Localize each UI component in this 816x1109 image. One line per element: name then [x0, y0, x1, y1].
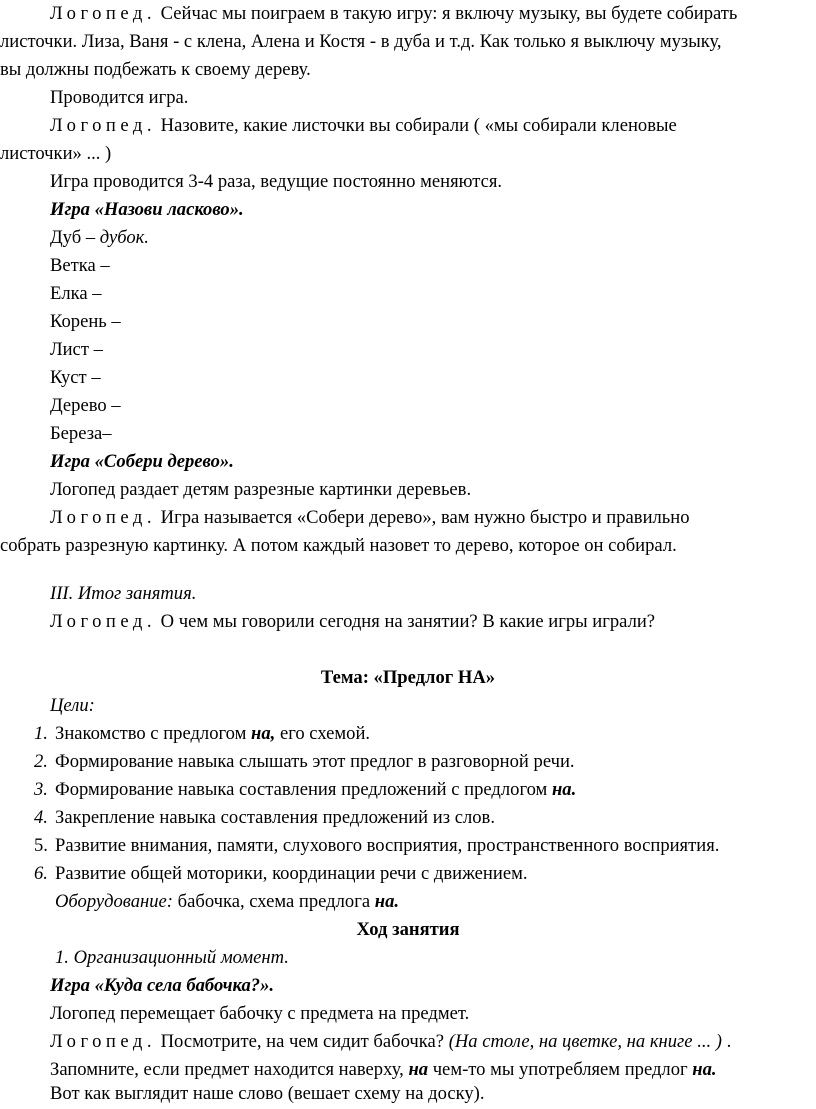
speaker-label: Логопед.: [50, 507, 156, 528]
paragraph-line: [50, 608, 655, 636]
list-item: Закрепление навыка составления предложений из слов.: [55, 807, 495, 828]
text: бабочка, схема предлога: [173, 891, 375, 912]
paragraph-line: вы должны подбежать к своему дереву.: [0, 59, 311, 80]
list-number: 3.: [34, 779, 48, 800]
paragraph-line: Игра проводится 3-4 раза, ведущие постоянно меняются.: [50, 171, 503, 192]
equipment-label: Оборудование:: [55, 891, 173, 912]
word-item: [50, 224, 149, 252]
text: его схемой.: [275, 723, 371, 744]
text: Посмотрите, на чем сидит бабочка?: [155, 1031, 449, 1052]
goals-label: Цели:: [50, 695, 95, 716]
list-number: 1.: [34, 723, 48, 744]
text: Знакомство с предлогом: [55, 723, 252, 744]
list-number: 5.: [34, 835, 48, 856]
game-title: Игра «Назови ласково».: [50, 199, 244, 220]
text: .: [721, 1031, 732, 1052]
game-title: Игра «Куда села бабочка?».: [50, 975, 275, 996]
section-heading: III. Итог занятия.: [50, 583, 197, 604]
speaker-label: Логопед.: [50, 3, 156, 24]
speaker-label: Логопед.: [50, 115, 156, 136]
word-item: Береза–: [50, 423, 112, 444]
text: Запомните, если предмет находится наверху,: [50, 1059, 409, 1080]
text: чем-то мы употребляем предлог: [428, 1059, 693, 1080]
text: Формирование навыка составления предложений с предлогом: [55, 779, 552, 800]
paragraph-line: листочки» ... ): [0, 143, 112, 164]
paragraph-line: Проводится игра.: [50, 87, 189, 108]
game-title: Игра «Собери дерево».: [50, 451, 234, 472]
paragraph-line: Логопед раздает детям разрезные картинки деревьев.: [50, 479, 472, 500]
word-item: Дерево –: [50, 395, 121, 416]
preposition: на.: [692, 1059, 717, 1080]
preposition: на,: [251, 723, 276, 744]
list-item: Формирование навыка слышать этот предлог в разговорной речи.: [55, 751, 575, 772]
paragraph-line: [50, 1028, 731, 1056]
list-number: 2.: [34, 751, 48, 772]
preposition: на.: [374, 891, 400, 912]
paragraph-line: [50, 112, 677, 140]
paragraph-line: Вот как выглядит наше слово (вешает схему на доску).: [50, 1083, 485, 1104]
course-title: Ход занятия: [356, 919, 460, 940]
word-item: Елка –: [50, 283, 102, 304]
preposition: на: [408, 1059, 429, 1080]
paragraph-line: [50, 0, 737, 28]
list-number: 4.: [34, 807, 48, 828]
answer: дубок.: [99, 227, 149, 248]
paragraph-line: [50, 504, 690, 532]
word-item: Лист –: [50, 339, 103, 360]
preposition: на.: [551, 779, 577, 800]
paragraph-line: собрать разрезную картинку. А потом каждый назовет то дерево, которое он собирал.: [0, 535, 677, 556]
text: О чем мы говорили сегодня на занятии? В какие игры играли?: [160, 611, 656, 632]
topic-title: Тема: «Предлог НА»: [320, 667, 496, 688]
equipment-line: [55, 888, 399, 916]
paragraph-line: Логопед перемещает бабочку с предмета на предмет.: [50, 1003, 470, 1024]
section-heading: 1. Организационный момент.: [55, 947, 289, 968]
list-item: Развитие общей моторики, координации речи с движением.: [55, 863, 528, 884]
word: Дуб –: [50, 227, 100, 248]
list-item: [55, 776, 576, 804]
text: Игра называется «Собери дерево», вам нужно быстро и правильно: [160, 507, 690, 528]
speaker-label: Логопед.: [50, 611, 156, 632]
word-item: Корень –: [50, 311, 121, 332]
paragraph-line: листочки. Лиза, Ваня - с клена, Алена и Костя - в дуба и т.д. Как только я выключу музыку,: [0, 31, 722, 52]
list-item: [55, 720, 370, 748]
list-number: 6.: [34, 863, 48, 884]
word-item: Куст –: [50, 367, 101, 388]
speaker-label: Логопед.: [50, 1031, 156, 1052]
text: Назовите, какие листочки вы собирали ( «мы собирали кленовые: [160, 115, 677, 136]
word-item: Ветка –: [50, 255, 110, 276]
list-item: Развитие внимания, памяти, слухового восприятия, пространственного восприятия.: [55, 835, 720, 856]
answer: (На столе, на цветке, на книге ... ): [448, 1031, 722, 1052]
text: Сейчас мы поиграем в такую игру: я включу музыку, вы будете собирать: [160, 3, 738, 24]
